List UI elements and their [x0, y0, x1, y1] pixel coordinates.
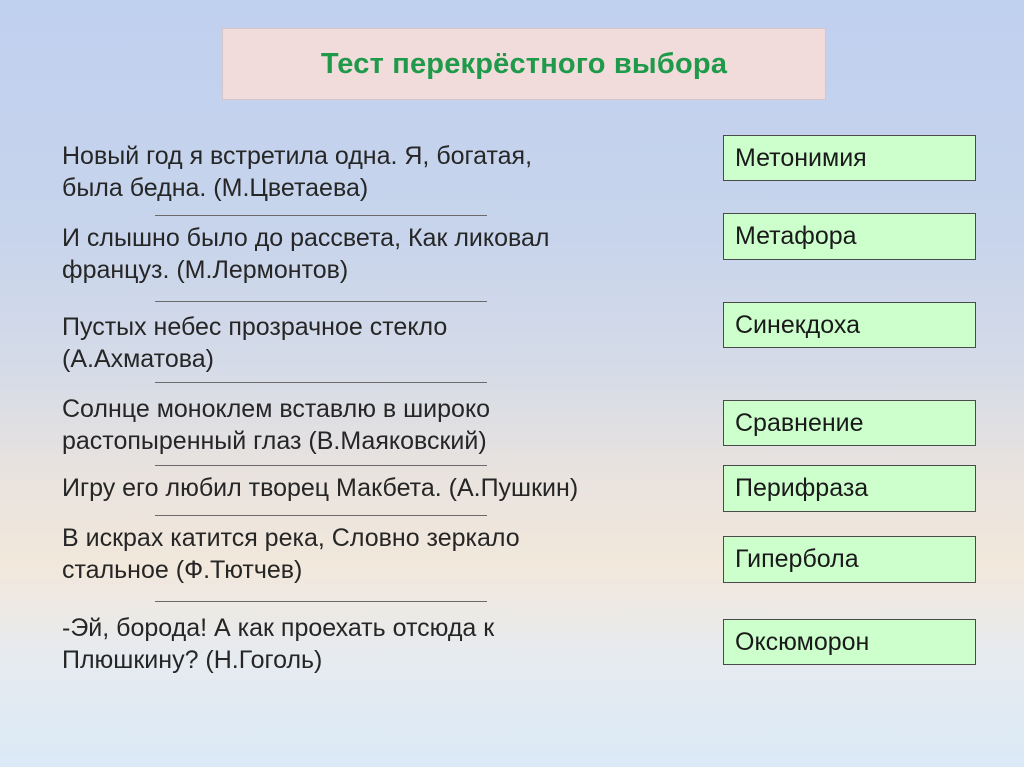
quote-6: [62, 522, 520, 586]
quote-1-line-1: Новый год я встретила одна. Я, богатая,: [62, 142, 533, 170]
term-metonymy-label: Метонимия: [735, 143, 867, 172]
quote-2-line-2: француз. (М.Лермонтов): [62, 256, 349, 284]
term-oxymoron[interactable]: [723, 619, 976, 665]
quote-7-line-2: Плюшкину? (Н.Гоголь): [62, 646, 323, 674]
quote-7-line-1: -Эй, борода! А как проехать отсюда к: [62, 614, 495, 642]
term-metaphor-label: Метафора: [735, 222, 857, 250]
quote-6-line-1: В искрах катится река, Словно зеркало: [62, 524, 520, 552]
term-synecdoche[interactable]: [723, 302, 976, 348]
quote-3-line-1: Пустых небес прозрачное стекло: [62, 313, 448, 341]
title-box: [222, 28, 826, 100]
term-periphrasis[interactable]: [723, 465, 976, 512]
quote-3: [62, 311, 447, 375]
term-hyperbole[interactable]: [723, 536, 976, 583]
term-periphrasis-label: Перифраза: [735, 474, 869, 502]
term-metaphor[interactable]: [723, 213, 976, 260]
quote-1: [62, 140, 532, 204]
quote-5: [62, 472, 578, 504]
term-simile-label: Сравнение: [735, 408, 864, 437]
answer-line-4: [155, 465, 487, 466]
quote-5-line-1: Игру его любил творец Макбета. (А.Пушкин): [62, 474, 579, 502]
page-title: Тест перекрёстного выбора: [320, 47, 728, 80]
answer-line-5: [155, 515, 487, 516]
quote-2-line-1: И слышно было до рассвета, Как ликовал: [62, 224, 550, 252]
quote-7: [62, 612, 494, 676]
term-hyperbole-label: Гипербола: [735, 545, 859, 573]
term-metonymy[interactable]: [723, 135, 976, 181]
answer-line-2: [155, 301, 487, 302]
quote-2: [62, 222, 550, 286]
quote-1-line-2: была бедна. (М.Цветаева): [62, 174, 369, 202]
quote-4: [62, 393, 490, 457]
answer-line-3: [155, 382, 487, 383]
quote-4-line-2: растопыренный глаз (В.Маяковский): [62, 427, 487, 455]
answer-line-1: [155, 215, 487, 216]
term-oxymoron-label: Оксюморон: [735, 627, 870, 656]
answer-line-6: [155, 601, 487, 602]
quote-3-line-2: (А.Ахматова): [62, 345, 214, 373]
term-synecdoche-label: Синекдоха: [735, 310, 860, 339]
term-simile[interactable]: [723, 400, 976, 446]
quote-6-line-2: стальное (Ф.Тютчев): [62, 556, 303, 584]
quote-4-line-1: Солнце моноклем вставлю в широко: [62, 395, 491, 423]
